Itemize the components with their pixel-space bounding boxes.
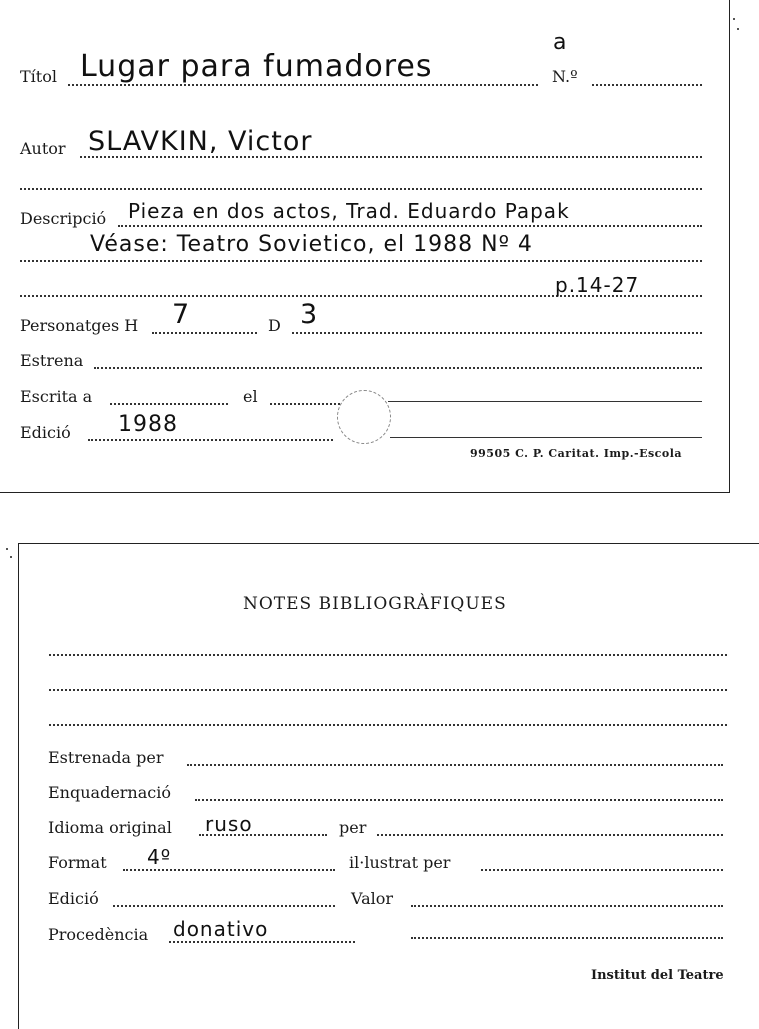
valor-line — [411, 905, 723, 907]
procedencia-label: Procedència — [48, 925, 149, 944]
notes-line-3 — [49, 724, 727, 726]
enquadernacio-label: Enquadernació — [48, 783, 171, 802]
personatges-d-label: D — [268, 316, 281, 335]
edicio-line-b — [390, 437, 702, 438]
speck — [737, 28, 739, 30]
idioma-per-line — [377, 834, 723, 836]
printer-imprint: 99505 C. P. Caritat. Imp.-Escola — [470, 447, 683, 460]
edicio-value: 1988 — [118, 412, 178, 437]
descripcio-label: Descripció — [20, 209, 107, 228]
notes-heading: NOTES BIBLIOGRÀFIQUES — [243, 594, 507, 614]
personatges-d-line — [292, 332, 702, 334]
escrita-label: Escrita a — [20, 387, 93, 406]
format-label: Format — [48, 853, 107, 872]
autor-value: SLAVKIN, Victor — [88, 126, 313, 157]
titol-value: Lugar para fumadores — [80, 49, 433, 84]
idioma-per-label: per — [339, 818, 367, 837]
blank-line-1 — [20, 188, 702, 190]
speck — [6, 548, 8, 550]
estrena-line — [94, 367, 702, 369]
back-edicio-line — [113, 905, 335, 907]
escrita-el-line-a — [270, 403, 340, 405]
procedencia-value: donativo — [173, 917, 269, 941]
estrena-label: Estrena — [20, 351, 84, 370]
numero-mark: a — [553, 30, 568, 55]
speck — [733, 18, 735, 20]
personatges-label: Personatges H — [20, 316, 139, 335]
idioma-value: ruso — [205, 812, 253, 836]
speck — [10, 556, 12, 558]
edicio-label: Edició — [20, 423, 71, 442]
institution-footer: Institut del Teatre — [591, 968, 724, 983]
escrita-line — [110, 403, 228, 405]
descripcio-text-1: Pieza en dos actos, Trad. Eduardo Papak — [128, 199, 570, 223]
notes-line-1 — [49, 654, 727, 656]
autor-label: Autor — [20, 139, 66, 158]
descripcio-text-2: Véase: Teatro Sovietico, el 1988 Nº 4 — [90, 232, 533, 257]
catalog-card-back — [18, 543, 759, 1029]
format-value: 4º — [147, 845, 172, 869]
notes-line-2 — [49, 689, 727, 691]
estrenada-line — [187, 764, 723, 766]
personatges-d-value: 3 — [300, 299, 319, 330]
procedencia-line-b — [411, 937, 723, 939]
escrita-el-line-b — [388, 401, 702, 402]
numero-label: N.º — [552, 67, 578, 86]
catalog-card-front — [0, 0, 730, 493]
back-edicio-label: Edició — [48, 889, 99, 908]
personatges-h-line — [152, 332, 257, 334]
titol-label: Títol — [20, 67, 57, 86]
escrita-el-label: el — [243, 387, 258, 406]
punch-hole — [337, 390, 391, 444]
personatges-h-value: 7 — [172, 299, 191, 330]
enquadernacio-line — [195, 799, 723, 801]
illustrat-label: il·lustrat per — [349, 853, 451, 872]
descripcio-line-2 — [20, 260, 702, 262]
idioma-label: Idioma original — [48, 818, 172, 837]
estrenada-label: Estrenada per — [48, 748, 164, 767]
numero-line — [592, 84, 702, 86]
titol-line — [68, 84, 538, 86]
valor-label: Valor — [351, 889, 394, 908]
illustrat-line — [481, 869, 723, 871]
descripcio-text-3: p.14-27 — [555, 273, 640, 297]
